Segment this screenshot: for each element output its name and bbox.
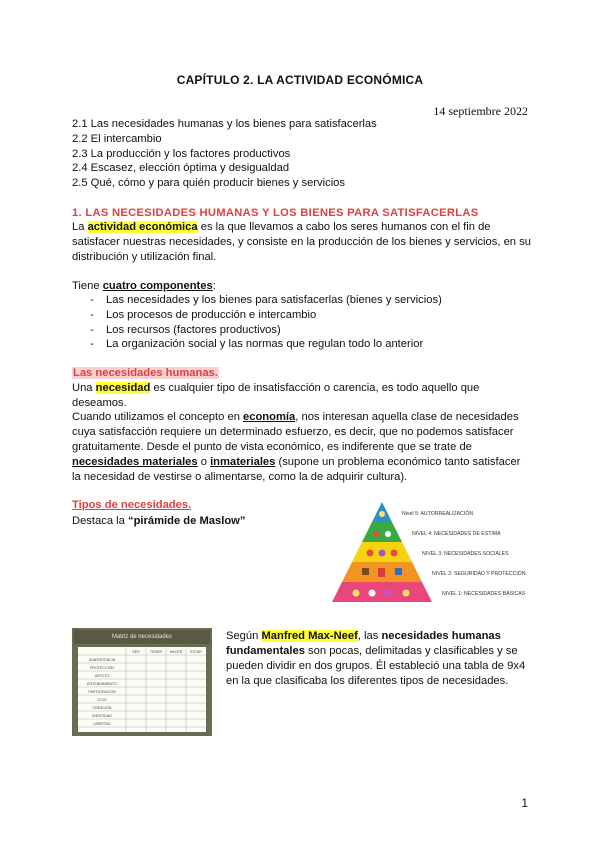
underlined-term: inmateriales bbox=[210, 456, 276, 468]
paragraph-economia: Cuando utilizamos el concepto en economía, nos interesan aquella clase de necesidades cuya satisfacción requiere un determinado esfuerzo, es decir, que no podemos satisfacer gratuitamente. Desde el punto de vista económico, es indiferente que se trate de necesidades materiales o inmateriales (supone un problema económico tanto satisfacer la necesidad de vestirse o alimentarse, como la de adquirir cultura). bbox=[72, 411, 521, 483]
section-heading: 1. LAS NECESIDADES HUMANAS Y LOS BIENES PARA SATISFACERLAS bbox=[72, 207, 479, 219]
paragraph-necesidad: Una necesidad es cualquier tipo de insatisfacción o carencia, es todo aquello que deseamos. bbox=[72, 382, 480, 409]
table-row-header: PARTICIPACIÓN bbox=[88, 690, 116, 694]
toc-item: 2.3 La producción y los factores productivos bbox=[72, 147, 291, 160]
pyramid-label: NIVEL 2: SEGURIDAD Y PROTECCIÓN bbox=[432, 571, 526, 577]
table-image-title: Matriz de necesidades bbox=[74, 630, 210, 644]
table-col-header: SER bbox=[132, 650, 140, 654]
pyramid-level-4-shape bbox=[362, 522, 402, 542]
table-row-header: AFECTO bbox=[94, 674, 110, 678]
pyramid-label: NIVEL 1: NECESIDADES BÁSICAS bbox=[442, 591, 526, 597]
table-col-header: HACER bbox=[169, 650, 183, 654]
underlined-term: economía bbox=[243, 411, 296, 423]
components-list bbox=[72, 293, 542, 352]
paragraph-maslow: Destaca la “pirámide de Maslow” bbox=[72, 515, 246, 527]
table-of-contents bbox=[72, 117, 377, 191]
subheading-tipos: Tipos de necesidades. bbox=[72, 499, 192, 511]
table-col-header: ESTAR bbox=[190, 650, 202, 654]
list-item: - Los procesos de producción e intercambio bbox=[72, 308, 542, 323]
table-image-grid bbox=[78, 647, 206, 732]
table-row-header: IDENTIDAD bbox=[92, 714, 112, 718]
table-row-header: ENTENDIMIENTO bbox=[87, 682, 117, 686]
pyramid-label: NIVEL 4: NECESIDADES DE ESTIMA bbox=[412, 531, 501, 537]
pyramid-level-1-shape bbox=[332, 582, 432, 602]
table-row-header: LIBERTAD bbox=[93, 722, 111, 726]
toc-item: 2.1 Las necesidades humanas y los bienes para satisfacerlas bbox=[72, 118, 377, 130]
table-row-header: PROTECCIÓN bbox=[90, 666, 114, 670]
underlined-term: necesidades materiales bbox=[72, 456, 198, 468]
document-title: CAPÍTULO 2. LA ACTIVIDAD ECONÓMICA bbox=[176, 73, 424, 87]
paragraph-actividad-economica: La actividad económica es la que llevamos a cabo los seres humanos con el fin de satisfacer nuestras necesidades, y consiste en la producción de los bienes y servicios, en su distribución y utilización final. bbox=[72, 221, 531, 263]
document-date: 14 septiembre 2022 bbox=[433, 104, 528, 118]
paragraph-componentes: Tiene cuatro componentes: bbox=[72, 280, 216, 292]
table-row-header: SUBSISTENCIA bbox=[88, 658, 116, 662]
highlight-term: Manfred Max-Neef bbox=[261, 630, 358, 642]
highlight-term: actividad económica bbox=[87, 221, 198, 233]
highlight-term: necesidad bbox=[95, 382, 151, 394]
table-row-header: CREACIÓN bbox=[92, 706, 112, 710]
table-row-header: OCIO bbox=[97, 698, 107, 702]
toc-item: 2.5 Qué, cómo y para quién producir bienes y servicios bbox=[72, 177, 345, 190]
list-item: - Las necesidades y los bienes para satisfacerlas (bienes y servicios) bbox=[72, 293, 542, 308]
list-item: - La organización social y las normas que regulan todo lo anterior bbox=[72, 337, 542, 352]
toc-item: 2.4 Escasez, elección óptima y desigualdad bbox=[72, 162, 290, 175]
pyramid-label: NIVEL 3: NECESIDADES SOCIALES bbox=[422, 551, 509, 557]
toc-item: 2.2 El intercambio bbox=[72, 132, 162, 145]
maslow-pyramid-image bbox=[316, 498, 536, 608]
underlined-term: cuatro componentes bbox=[102, 280, 213, 292]
paragraph-max-neef: Según Manfred Max-Neef, las necesidades humanas fundamentales son pocas, delimitadas y clasificables y se pueden dividir en dos grupos. Él estableció una tabla de 9x4 en la que clasificaba los diferentes tipos de necesidades. bbox=[226, 630, 526, 687]
page-number: 1 bbox=[521, 796, 528, 810]
list-item: - Los recursos (factores productivos) bbox=[72, 323, 542, 338]
table-col-header: TENER bbox=[149, 650, 163, 654]
subheading-necesidades: Las necesidades humanas. bbox=[73, 367, 218, 379]
pyramid-label: Nivel 5: AUTORREALIZACIÓN bbox=[402, 511, 474, 517]
max-neef-table-image bbox=[72, 628, 212, 736]
